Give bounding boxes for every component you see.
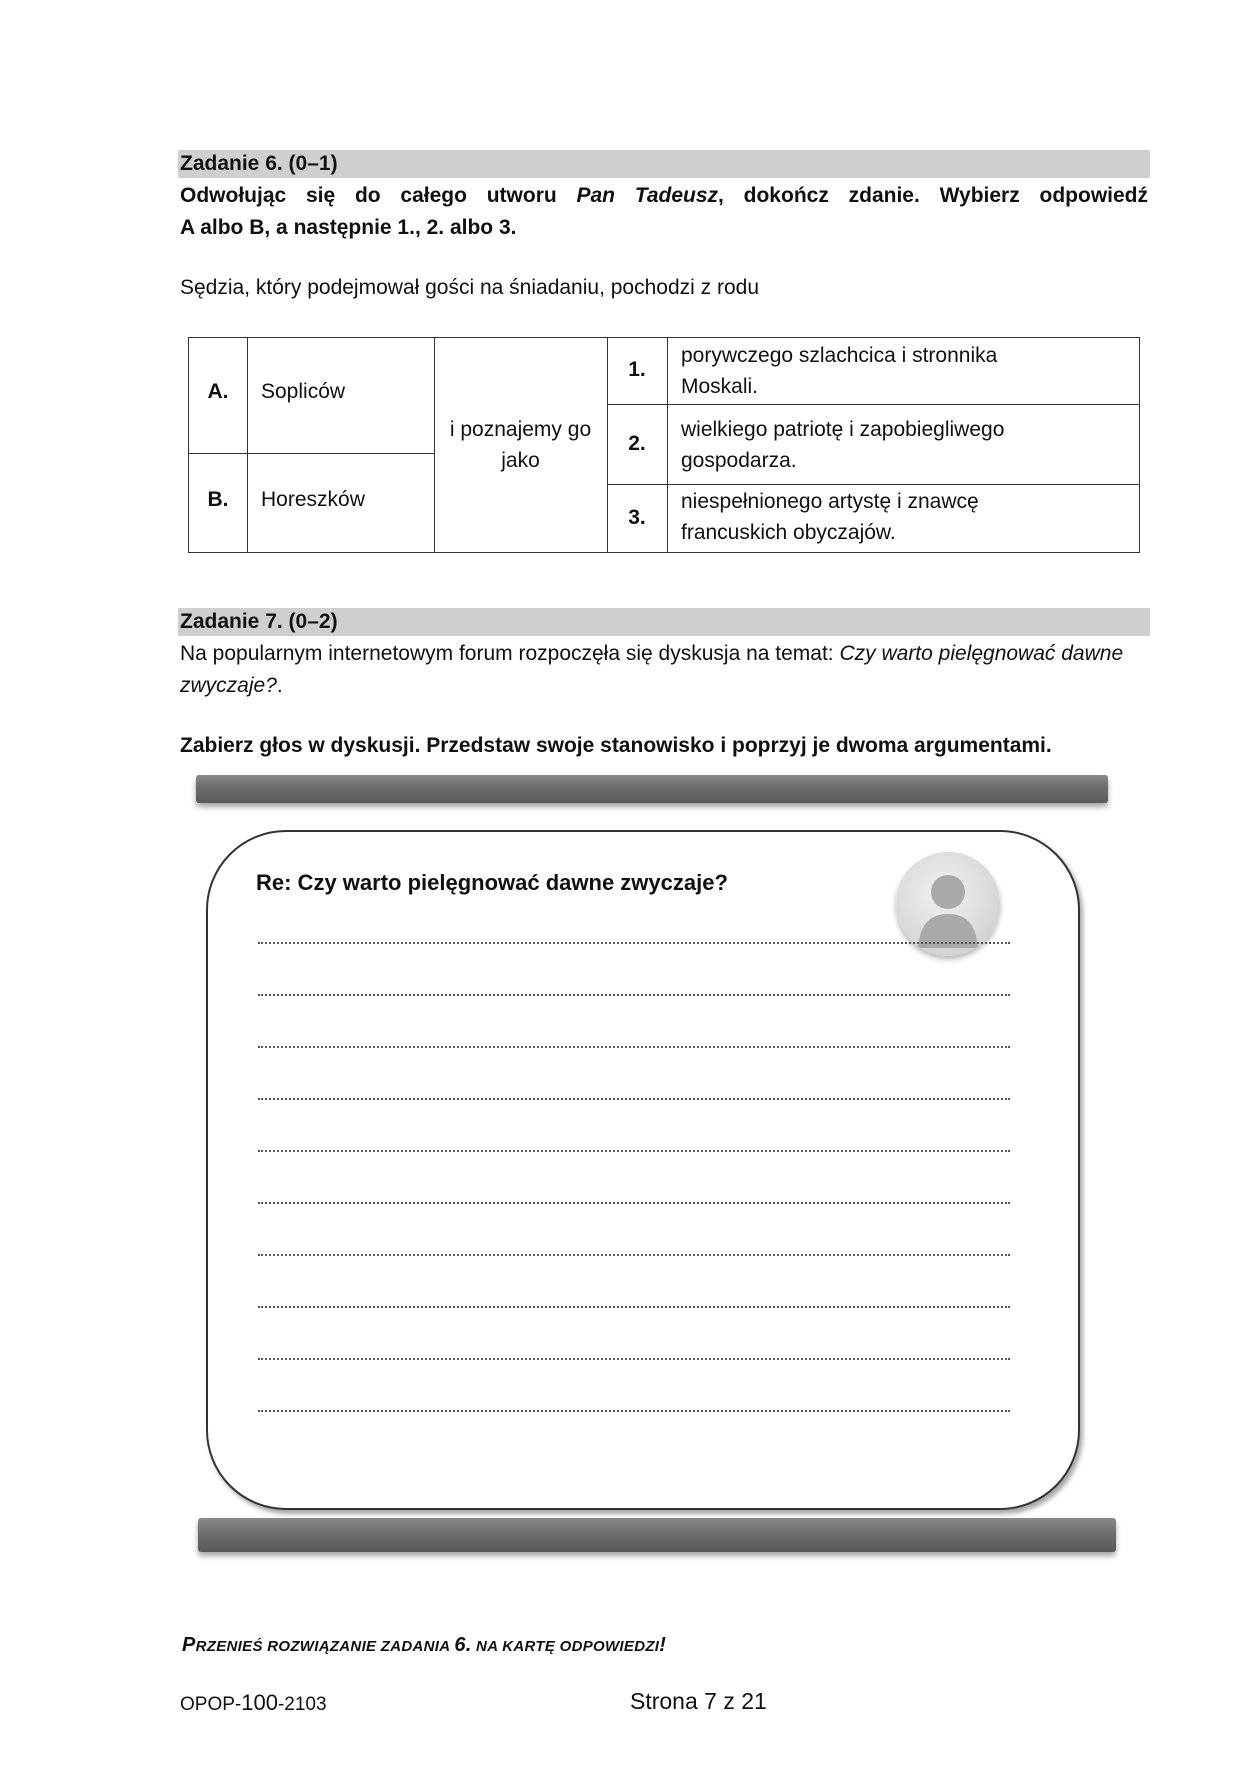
- work-title: Pan Tadeusz: [576, 184, 719, 207]
- option-a-text: Sopliców: [261, 380, 346, 403]
- task6-instruction: Odwołując się do całego utworu Pan Tadeusz, dokończ zdanie. Wybierz odpowiedź: [180, 184, 1148, 207]
- task6-sentence: Sędzia, który podejmował gości na śniadaniu, pochodzi z rodu: [180, 276, 760, 299]
- answer-line[interactable]: [258, 994, 1010, 996]
- task6-header: Zadanie 6. (0–1): [178, 150, 1150, 178]
- answer-line[interactable]: [258, 1046, 1010, 1048]
- answer-line[interactable]: [258, 1202, 1010, 1204]
- middle-connector-text: i poznajemy go jako: [449, 418, 592, 472]
- task7-header: Zadanie 7. (0–2): [178, 608, 1150, 636]
- option-b-label: B.: [207, 488, 229, 511]
- answer-line[interactable]: [258, 1306, 1010, 1308]
- task6-instruction-line2: A albo B, a następnie 1., 2. albo 3.: [180, 216, 517, 239]
- option-3-label: 3.: [628, 506, 646, 529]
- answer-line[interactable]: [258, 942, 1010, 944]
- user-avatar-icon: [896, 852, 1000, 956]
- transfer-note: PRZENIEŚ ROZWIĄZANIE ZADANIA 6. NA KARTĘ ODPOWIEDZI!: [182, 1634, 667, 1656]
- task6-answer-table: [188, 337, 1140, 553]
- option-2-label: 2.: [628, 432, 646, 455]
- reply-title: Re: Czy warto pielęgnować dawne zwyczaje?: [256, 870, 728, 895]
- answer-line[interactable]: [258, 1254, 1010, 1256]
- page-number: Strona 7 z 21: [630, 1688, 767, 1714]
- option-2-text: wielkiego patriotę i zapobiegliwego gospodarza.: [681, 418, 1005, 472]
- option-1-label: 1.: [628, 358, 646, 381]
- option-b-text: Horeszków: [261, 488, 365, 511]
- answer-line[interactable]: [258, 1358, 1010, 1360]
- answer-line[interactable]: [258, 1410, 1010, 1412]
- answer-line[interactable]: [258, 1098, 1010, 1100]
- task7-intro: Na popularnym internetowym forum rozpoczęła się dyskusja na temat: Czy warto pielęgnować dawne zwyczaje?.: [180, 642, 1124, 697]
- answer-line[interactable]: [258, 1150, 1010, 1152]
- forum-top-bar: [196, 775, 1108, 803]
- task7-instruction: Zabierz głos w dyskusji. Przedstaw swoje stanowisko i poprzyj je dwoma argumentami.: [180, 734, 1052, 757]
- option-1-text: porywczego szlachcica i stronnika Moskali.: [681, 344, 998, 398]
- discussion-topic: Czy warto pielęgnować dawne zwyczaje?: [180, 642, 1124, 697]
- option-3-text: niespełnionego artystę i znawcę francuskich obyczajów.: [681, 490, 979, 544]
- forum-bottom-bar: [198, 1518, 1116, 1552]
- exam-code: OPOP-100-2103: [180, 1690, 327, 1715]
- option-a-label: A.: [207, 380, 229, 403]
